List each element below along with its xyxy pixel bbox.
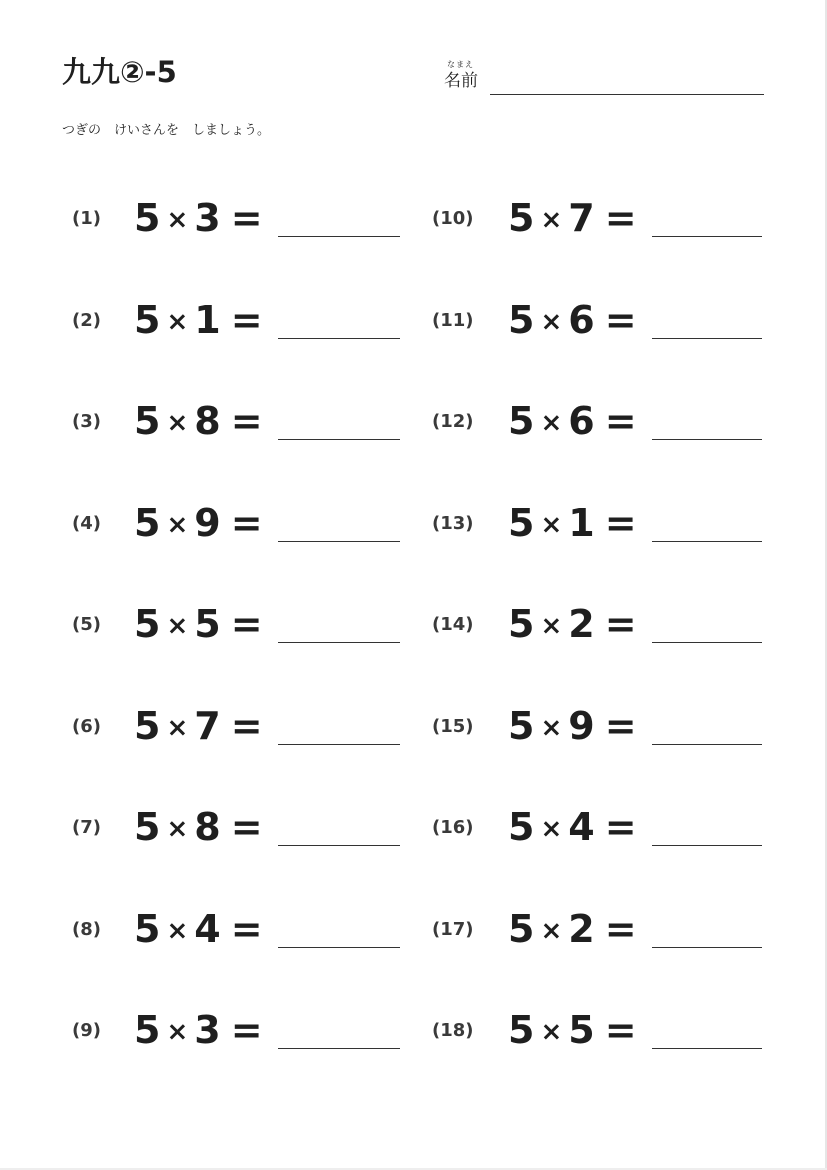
equals-sign: = xyxy=(230,602,263,646)
problem-number: (9) xyxy=(72,1020,101,1041)
problem-item xyxy=(432,594,772,654)
equals-sign: = xyxy=(604,602,637,646)
instruction-text: つぎの けいさんを しましょう。 xyxy=(62,123,271,138)
answer-line[interactable] xyxy=(278,338,400,339)
problem-expression xyxy=(508,805,637,851)
equals-sign: = xyxy=(604,298,637,342)
problem-number: (10) xyxy=(432,208,474,229)
name-label: 名前 xyxy=(444,71,478,91)
problem-expression xyxy=(508,196,637,242)
operand-b: 2 xyxy=(568,602,595,646)
operand-a: 5 xyxy=(134,1008,161,1052)
operand-a: 5 xyxy=(134,602,161,646)
problem-number: (13) xyxy=(432,513,474,534)
name-field xyxy=(444,60,764,100)
times-sign: × xyxy=(166,1017,189,1047)
times-sign: × xyxy=(166,916,189,946)
problem-number: (2) xyxy=(72,310,101,331)
problem-expression xyxy=(134,1008,263,1054)
problem-item xyxy=(72,696,412,756)
problem-number: (17) xyxy=(432,919,474,940)
problem-expression xyxy=(508,298,637,344)
operand-a: 5 xyxy=(134,399,161,443)
operand-b: 5 xyxy=(194,602,221,646)
equals-sign: = xyxy=(230,196,263,240)
problem-expression xyxy=(134,805,263,851)
problem-item xyxy=(432,899,772,959)
equals-sign: = xyxy=(230,907,263,951)
operand-b: 2 xyxy=(568,907,595,951)
worksheet-title: 九九②-5 xyxy=(62,55,177,89)
answer-line[interactable] xyxy=(652,236,762,237)
answer-line[interactable] xyxy=(652,744,762,745)
equals-sign: = xyxy=(604,501,637,545)
problem-number: (7) xyxy=(72,817,101,838)
problem-item xyxy=(432,290,772,350)
equals-sign: = xyxy=(230,399,263,443)
operand-a: 5 xyxy=(508,805,535,849)
answer-line[interactable] xyxy=(652,947,762,948)
answer-line[interactable] xyxy=(652,845,762,846)
times-sign: × xyxy=(166,205,189,235)
times-sign: × xyxy=(540,1017,563,1047)
equals-sign: = xyxy=(604,196,637,240)
operand-b: 4 xyxy=(568,805,595,849)
problem-item xyxy=(72,797,412,857)
problem-item xyxy=(432,391,772,451)
equals-sign: = xyxy=(604,399,637,443)
times-sign: × xyxy=(540,510,563,540)
equals-sign: = xyxy=(604,704,637,748)
answer-line[interactable] xyxy=(278,744,400,745)
problem-item xyxy=(432,188,772,248)
problem-item xyxy=(432,1000,772,1060)
problem-number: (14) xyxy=(432,614,474,635)
problem-item xyxy=(432,493,772,553)
answer-line[interactable] xyxy=(278,642,400,643)
operand-b: 1 xyxy=(194,298,221,342)
problem-item xyxy=(72,899,412,959)
problem-number: (12) xyxy=(432,411,474,432)
times-sign: × xyxy=(540,916,563,946)
operand-a: 5 xyxy=(508,704,535,748)
problem-number: (5) xyxy=(72,614,101,635)
operand-b: 6 xyxy=(568,399,595,443)
operand-b: 5 xyxy=(568,1008,595,1052)
answer-line[interactable] xyxy=(278,845,400,846)
answer-line[interactable] xyxy=(652,1048,762,1049)
operand-a: 5 xyxy=(508,602,535,646)
answer-line[interactable] xyxy=(278,541,400,542)
equals-sign: = xyxy=(230,1008,263,1052)
equals-sign: = xyxy=(230,805,263,849)
operand-a: 5 xyxy=(508,399,535,443)
operand-a: 5 xyxy=(508,298,535,342)
problem-item xyxy=(432,797,772,857)
times-sign: × xyxy=(540,408,563,438)
problem-expression xyxy=(508,1008,637,1054)
operand-b: 9 xyxy=(568,704,595,748)
equals-sign: = xyxy=(230,704,263,748)
operand-a: 5 xyxy=(134,704,161,748)
operand-a: 5 xyxy=(508,1008,535,1052)
problem-number: (3) xyxy=(72,411,101,432)
problem-item xyxy=(72,188,412,248)
problem-expression xyxy=(134,399,263,445)
problem-expression xyxy=(508,602,637,648)
problem-item xyxy=(72,391,412,451)
problem-expression xyxy=(134,298,263,344)
equals-sign: = xyxy=(230,298,263,342)
operand-b: 3 xyxy=(194,1008,221,1052)
problem-expression xyxy=(134,704,263,750)
answer-line[interactable] xyxy=(652,439,762,440)
times-sign: × xyxy=(540,307,563,337)
name-ruby: なまえ xyxy=(447,60,474,69)
times-sign: × xyxy=(166,611,189,641)
problem-expression xyxy=(508,501,637,547)
answer-line[interactable] xyxy=(652,338,762,339)
operand-b: 7 xyxy=(568,196,595,240)
problem-number: (18) xyxy=(432,1020,474,1041)
operand-b: 8 xyxy=(194,399,221,443)
times-sign: × xyxy=(166,307,189,337)
problem-expression xyxy=(134,602,263,648)
operand-a: 5 xyxy=(134,501,161,545)
times-sign: × xyxy=(540,713,563,743)
problem-item xyxy=(432,696,772,756)
equals-sign: = xyxy=(604,907,637,951)
operand-b: 8 xyxy=(194,805,221,849)
problem-expression xyxy=(134,907,263,953)
operand-b: 4 xyxy=(194,907,221,951)
times-sign: × xyxy=(540,814,563,844)
answer-line[interactable] xyxy=(278,439,400,440)
equals-sign: = xyxy=(604,1008,637,1052)
problem-item xyxy=(72,1000,412,1060)
operand-a: 5 xyxy=(134,196,161,240)
answer-line[interactable] xyxy=(278,1048,400,1049)
times-sign: × xyxy=(166,814,189,844)
problem-number: (11) xyxy=(432,310,474,331)
problem-expression xyxy=(508,399,637,445)
answer-line[interactable] xyxy=(278,947,400,948)
operand-a: 5 xyxy=(134,298,161,342)
problem-expression xyxy=(508,704,637,750)
problem-number: (8) xyxy=(72,919,101,940)
problem-expression xyxy=(508,907,637,953)
problem-item xyxy=(72,290,412,350)
operand-a: 5 xyxy=(508,907,535,951)
operand-a: 5 xyxy=(508,196,535,240)
equals-sign: = xyxy=(230,501,263,545)
operand-b: 6 xyxy=(568,298,595,342)
operand-a: 5 xyxy=(134,805,161,849)
problem-number: (15) xyxy=(432,716,474,737)
operand-b: 1 xyxy=(568,501,595,545)
times-sign: × xyxy=(166,713,189,743)
times-sign: × xyxy=(540,205,563,235)
answer-line[interactable] xyxy=(652,642,762,643)
times-sign: × xyxy=(540,611,563,641)
problem-expression xyxy=(134,501,263,547)
equals-sign: = xyxy=(604,805,637,849)
problem-number: (1) xyxy=(72,208,101,229)
operand-b: 3 xyxy=(194,196,221,240)
problem-item xyxy=(72,594,412,654)
problem-item xyxy=(72,493,412,553)
times-sign: × xyxy=(166,510,189,540)
operand-b: 7 xyxy=(194,704,221,748)
name-write-line[interactable] xyxy=(490,94,764,95)
operand-a: 5 xyxy=(134,907,161,951)
answer-line[interactable] xyxy=(278,236,400,237)
operand-b: 9 xyxy=(194,501,221,545)
problem-number: (4) xyxy=(72,513,101,534)
times-sign: × xyxy=(166,408,189,438)
operand-a: 5 xyxy=(508,501,535,545)
problem-number: (6) xyxy=(72,716,101,737)
answer-line[interactable] xyxy=(652,541,762,542)
problem-expression xyxy=(134,196,263,242)
problem-number: (16) xyxy=(432,817,474,838)
